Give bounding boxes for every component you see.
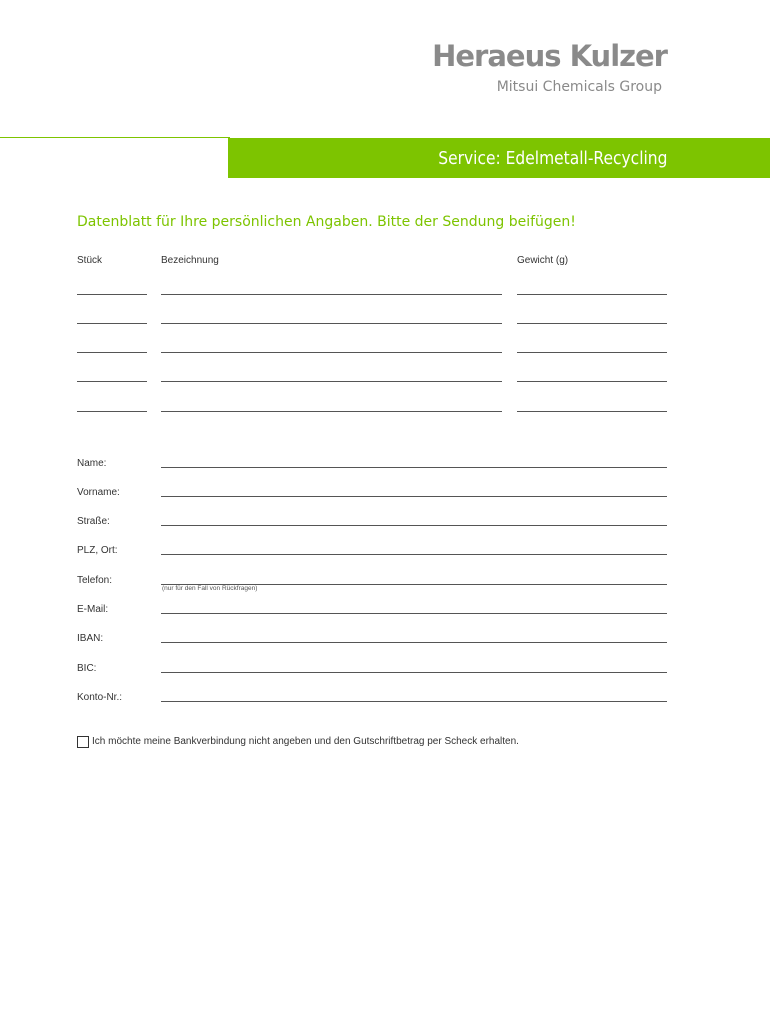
zip-city-label: PLZ, Ort: <box>77 545 118 556</box>
street-field[interactable] <box>161 525 667 526</box>
weight-field[interactable] <box>517 294 667 295</box>
weight-field[interactable] <box>517 411 667 412</box>
header-rule <box>0 137 230 138</box>
first-name-label: Vorname: <box>77 487 120 498</box>
email-field[interactable] <box>161 613 667 614</box>
account-label: Konto-Nr.: <box>77 692 123 703</box>
first-name-field[interactable] <box>161 496 667 497</box>
bic-field[interactable] <box>161 672 667 673</box>
description-field[interactable] <box>161 381 502 382</box>
name-field[interactable] <box>161 467 667 468</box>
iban-label: IBAN: <box>77 633 104 644</box>
name-label: Name: <box>77 458 107 469</box>
email-label: E-Mail: <box>77 604 109 615</box>
form-heading: Datenblatt für Ihre persönlichen Angaben. Bitte der Sendung beifügen! <box>77 214 576 230</box>
banner-title: Service: Edelmetall-Recycling <box>437 148 667 169</box>
phone-hint: (nur für den Fall von Rückfragen) <box>162 585 258 592</box>
street-label: Straße: <box>77 516 110 527</box>
iban-field[interactable] <box>161 642 667 643</box>
service-banner <box>228 138 770 178</box>
description-field[interactable] <box>161 294 502 295</box>
weight-field[interactable] <box>517 352 667 353</box>
account-field[interactable] <box>161 701 667 702</box>
description-field[interactable] <box>161 352 502 353</box>
column-header-description: Bezeichnung <box>161 255 219 266</box>
pieces-field[interactable] <box>77 294 147 295</box>
phone-label: Telefon: <box>77 575 113 586</box>
description-field[interactable] <box>161 411 502 412</box>
cheque-checkbox[interactable] <box>77 736 89 748</box>
zip-city-field[interactable] <box>161 554 667 555</box>
column-header-weight: Gewicht (g) <box>517 255 569 266</box>
weight-field[interactable] <box>517 323 667 324</box>
column-header-pieces: Stück <box>77 255 103 266</box>
pieces-field[interactable] <box>77 381 147 382</box>
description-field[interactable] <box>161 323 502 324</box>
bic-label: BIC: <box>77 663 97 674</box>
cheque-option-label: Ich möchte meine Bankverbindung nicht angeben und den Gutschriftbetrag per Scheck erhalten. <box>92 736 519 747</box>
pieces-field[interactable] <box>77 323 147 324</box>
pieces-field[interactable] <box>77 352 147 353</box>
logo-subtitle: Mitsui Chemicals Group <box>496 79 662 95</box>
pieces-field[interactable] <box>77 411 147 412</box>
weight-field[interactable] <box>517 381 667 382</box>
logo-name: Heraeus Kulzer <box>432 39 667 73</box>
